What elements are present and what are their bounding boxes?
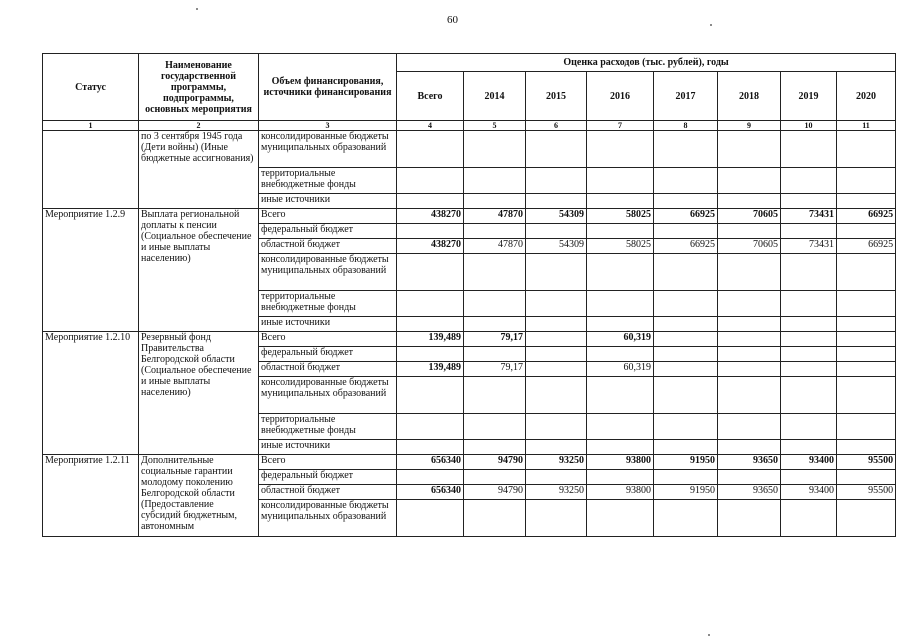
- amount-cell: [587, 414, 654, 440]
- amount-cell: [781, 254, 837, 291]
- amount-cell: [397, 254, 464, 291]
- amount-cell: 91950: [654, 485, 718, 500]
- amount-cell: [464, 291, 526, 317]
- amount-cell: [464, 317, 526, 332]
- amount-cell: [526, 131, 587, 168]
- amount-cell: 60,319: [587, 362, 654, 377]
- column-number: 2: [139, 121, 259, 131]
- amount-cell: [718, 291, 781, 317]
- header-status: Статус: [43, 54, 139, 121]
- amount-cell: [654, 332, 718, 347]
- amount-cell: [654, 194, 718, 209]
- amount-cell: [718, 194, 781, 209]
- amount-cell: [587, 291, 654, 317]
- financing-source: Всего: [259, 332, 397, 347]
- amount-cell: [397, 500, 464, 537]
- amount-cell: [587, 440, 654, 455]
- amount-cell: [587, 470, 654, 485]
- financing-source: иные источники: [259, 317, 397, 332]
- amount-cell: 93400: [781, 485, 837, 500]
- scan-speck: [196, 8, 198, 10]
- header-estimate: Оценка расходов (тыс. рублей), годы: [397, 54, 896, 72]
- amount-cell: 93250: [526, 455, 587, 470]
- amount-cell: 139,489: [397, 362, 464, 377]
- header-year: 2015: [526, 72, 587, 121]
- amount-cell: 60,319: [587, 332, 654, 347]
- financing-source: консолидированные бюджеты муниципальных образований: [259, 500, 397, 537]
- measure-status: Мероприятие 1.2.9: [43, 209, 139, 332]
- financing-source: федеральный бюджет: [259, 347, 397, 362]
- amount-cell: [464, 440, 526, 455]
- scan-speck: [708, 634, 710, 636]
- amount-cell: [397, 317, 464, 332]
- amount-cell: [654, 254, 718, 291]
- amount-cell: [718, 362, 781, 377]
- header-year: 2016: [587, 72, 654, 121]
- amount-cell: 95500: [837, 455, 896, 470]
- amount-cell: 70605: [718, 209, 781, 224]
- amount-cell: 93400: [781, 455, 837, 470]
- amount-cell: 93800: [587, 485, 654, 500]
- amount-cell: [397, 168, 464, 194]
- amount-cell: 58025: [587, 239, 654, 254]
- amount-cell: 656340: [397, 455, 464, 470]
- column-number: 6: [526, 121, 587, 131]
- page-number: 60: [447, 14, 458, 26]
- amount-cell: 93650: [718, 485, 781, 500]
- amount-cell: [837, 362, 896, 377]
- amount-cell: [654, 440, 718, 455]
- amount-cell: [587, 168, 654, 194]
- amount-cell: [526, 347, 587, 362]
- amount-cell: [781, 332, 837, 347]
- amount-cell: [397, 194, 464, 209]
- column-number: 10: [781, 121, 837, 131]
- amount-cell: [526, 168, 587, 194]
- financing-source: областной бюджет: [259, 239, 397, 254]
- header-year: 2018: [718, 72, 781, 121]
- column-number: 3: [259, 121, 397, 131]
- column-numbers-row: [43, 121, 896, 131]
- amount-cell: 73431: [781, 239, 837, 254]
- amount-cell: 47870: [464, 209, 526, 224]
- amount-cell: 95500: [837, 485, 896, 500]
- amount-cell: 656340: [397, 485, 464, 500]
- table-row: [43, 131, 896, 168]
- amount-cell: [464, 500, 526, 537]
- amount-cell: [837, 414, 896, 440]
- header-year: 2014: [464, 72, 526, 121]
- amount-cell: [837, 332, 896, 347]
- amount-cell: [654, 131, 718, 168]
- amount-cell: 93800: [587, 455, 654, 470]
- amount-cell: [837, 291, 896, 317]
- amount-cell: [397, 224, 464, 239]
- amount-cell: [718, 500, 781, 537]
- column-number: 11: [837, 121, 896, 131]
- column-number: 1: [43, 121, 139, 131]
- amount-cell: 139,489: [397, 332, 464, 347]
- measure-name: Резервный фонд Правительства Белгородской области (Социальное обеспечение и иные выплаты населению): [139, 332, 259, 455]
- amount-cell: [587, 224, 654, 239]
- financing-source: федеральный бюджет: [259, 470, 397, 485]
- amount-cell: [781, 291, 837, 317]
- financing-source: консолидированные бюджеты муниципальных образований: [259, 131, 397, 168]
- amount-cell: [526, 317, 587, 332]
- header-financing: Объем финансирования, источники финансирования: [259, 54, 397, 121]
- amount-cell: [781, 224, 837, 239]
- measure-name: Выплата региональной доплаты к пенсии (Социальное обеспечение и иные выплаты населению): [139, 209, 259, 332]
- amount-cell: 58025: [587, 209, 654, 224]
- amount-cell: [587, 194, 654, 209]
- amount-cell: [781, 500, 837, 537]
- financing-source: территориальные внебюджетные фонды: [259, 291, 397, 317]
- amount-cell: 91950: [654, 455, 718, 470]
- amount-cell: [837, 317, 896, 332]
- amount-cell: [718, 254, 781, 291]
- table-row: [43, 332, 896, 347]
- amount-cell: [397, 347, 464, 362]
- amount-cell: [718, 317, 781, 332]
- amount-cell: [654, 470, 718, 485]
- amount-cell: [526, 194, 587, 209]
- amount-cell: [526, 254, 587, 291]
- amount-cell: [654, 377, 718, 414]
- amount-cell: [837, 168, 896, 194]
- financing-source: иные источники: [259, 440, 397, 455]
- table-row: [43, 455, 896, 470]
- measure-status: [43, 131, 139, 209]
- amount-cell: [781, 414, 837, 440]
- amount-cell: [781, 470, 837, 485]
- table-body: [43, 131, 896, 537]
- amount-cell: 93650: [718, 455, 781, 470]
- amount-cell: [781, 440, 837, 455]
- amount-cell: 79,17: [464, 332, 526, 347]
- amount-cell: [397, 470, 464, 485]
- amount-cell: 79,17: [464, 362, 526, 377]
- amount-cell: [718, 414, 781, 440]
- amount-cell: 54309: [526, 209, 587, 224]
- measure-name: Дополнительные социальные гарантии молодому поколению Белгородской области (Предоставление субсидий бюджетным, автономным: [139, 455, 259, 537]
- amount-cell: [526, 224, 587, 239]
- amount-cell: [464, 224, 526, 239]
- amount-cell: [654, 362, 718, 377]
- amount-cell: [526, 332, 587, 347]
- amount-cell: [837, 224, 896, 239]
- financing-source: областной бюджет: [259, 362, 397, 377]
- header-year: Всего: [397, 72, 464, 121]
- amount-cell: [464, 168, 526, 194]
- amount-cell: [397, 131, 464, 168]
- amount-cell: [781, 347, 837, 362]
- column-number: 5: [464, 121, 526, 131]
- amount-cell: [587, 254, 654, 291]
- amount-cell: [654, 500, 718, 537]
- amount-cell: [781, 194, 837, 209]
- amount-cell: [526, 362, 587, 377]
- column-number: 8: [654, 121, 718, 131]
- amount-cell: [464, 470, 526, 485]
- amount-cell: [718, 440, 781, 455]
- amount-cell: 73431: [781, 209, 837, 224]
- table-row: [43, 209, 896, 224]
- amount-cell: [464, 131, 526, 168]
- amount-cell: [837, 470, 896, 485]
- financing-source: территориальные внебюджетные фонды: [259, 414, 397, 440]
- amount-cell: [837, 347, 896, 362]
- amount-cell: [718, 168, 781, 194]
- amount-cell: [587, 500, 654, 537]
- amount-cell: [837, 194, 896, 209]
- measure-status: Мероприятие 1.2.10: [43, 332, 139, 455]
- amount-cell: [654, 414, 718, 440]
- amount-cell: [654, 291, 718, 317]
- amount-cell: 94790: [464, 455, 526, 470]
- amount-cell: [718, 332, 781, 347]
- amount-cell: [837, 440, 896, 455]
- amount-cell: 66925: [837, 239, 896, 254]
- financing-source: Всего: [259, 455, 397, 470]
- amount-cell: [587, 377, 654, 414]
- amount-cell: [464, 194, 526, 209]
- financing-source: консолидированные бюджеты муниципальных образований: [259, 254, 397, 291]
- amount-cell: [526, 414, 587, 440]
- amount-cell: [654, 317, 718, 332]
- amount-cell: [464, 254, 526, 291]
- amount-cell: [837, 500, 896, 537]
- header-year: 2019: [781, 72, 837, 121]
- financing-source: территориальные внебюджетные фонды: [259, 168, 397, 194]
- amount-cell: [718, 131, 781, 168]
- amount-cell: [526, 470, 587, 485]
- amount-cell: 438270: [397, 209, 464, 224]
- financing-source: федеральный бюджет: [259, 224, 397, 239]
- amount-cell: [587, 131, 654, 168]
- header-program-name: Наименование государственной программы, подпрограммы, основных мероприятия: [139, 54, 259, 121]
- amount-cell: [781, 168, 837, 194]
- header-year: 2017: [654, 72, 718, 121]
- amount-cell: [397, 291, 464, 317]
- amount-cell: [397, 414, 464, 440]
- amount-cell: 93250: [526, 485, 587, 500]
- amount-cell: [837, 254, 896, 291]
- amount-cell: [718, 470, 781, 485]
- amount-cell: 94790: [464, 485, 526, 500]
- amount-cell: 47870: [464, 239, 526, 254]
- amount-cell: [464, 347, 526, 362]
- financing-source: иные источники: [259, 194, 397, 209]
- financing-source: Всего: [259, 209, 397, 224]
- scan-speck: [710, 24, 712, 26]
- amount-cell: [526, 440, 587, 455]
- amount-cell: 70605: [718, 239, 781, 254]
- measure-name: по 3 сентября 1945 года (Дети войны) (Иные бюджетные ассигнования): [139, 131, 259, 209]
- amount-cell: [587, 317, 654, 332]
- amount-cell: [464, 377, 526, 414]
- column-number: 7: [587, 121, 654, 131]
- amount-cell: [526, 291, 587, 317]
- amount-cell: [781, 317, 837, 332]
- amount-cell: [718, 224, 781, 239]
- amount-cell: [397, 377, 464, 414]
- amount-cell: 438270: [397, 239, 464, 254]
- amount-cell: [526, 500, 587, 537]
- budget-table: [42, 53, 896, 537]
- measure-status: Мероприятие 1.2.11: [43, 455, 139, 537]
- amount-cell: [397, 440, 464, 455]
- amount-cell: [654, 347, 718, 362]
- column-number: 9: [718, 121, 781, 131]
- amount-cell: [718, 347, 781, 362]
- amount-cell: [837, 377, 896, 414]
- header-year: 2020: [837, 72, 896, 121]
- amount-cell: [587, 347, 654, 362]
- amount-cell: [837, 131, 896, 168]
- amount-cell: [781, 131, 837, 168]
- amount-cell: 54309: [526, 239, 587, 254]
- amount-cell: [526, 377, 587, 414]
- column-number: 4: [397, 121, 464, 131]
- amount-cell: [654, 168, 718, 194]
- amount-cell: 66925: [837, 209, 896, 224]
- financing-source: консолидированные бюджеты муниципальных образований: [259, 377, 397, 414]
- amount-cell: 66925: [654, 239, 718, 254]
- financing-source: областной бюджет: [259, 485, 397, 500]
- amount-cell: [464, 414, 526, 440]
- amount-cell: [781, 362, 837, 377]
- amount-cell: [781, 377, 837, 414]
- amount-cell: [654, 224, 718, 239]
- amount-cell: [718, 377, 781, 414]
- amount-cell: 66925: [654, 209, 718, 224]
